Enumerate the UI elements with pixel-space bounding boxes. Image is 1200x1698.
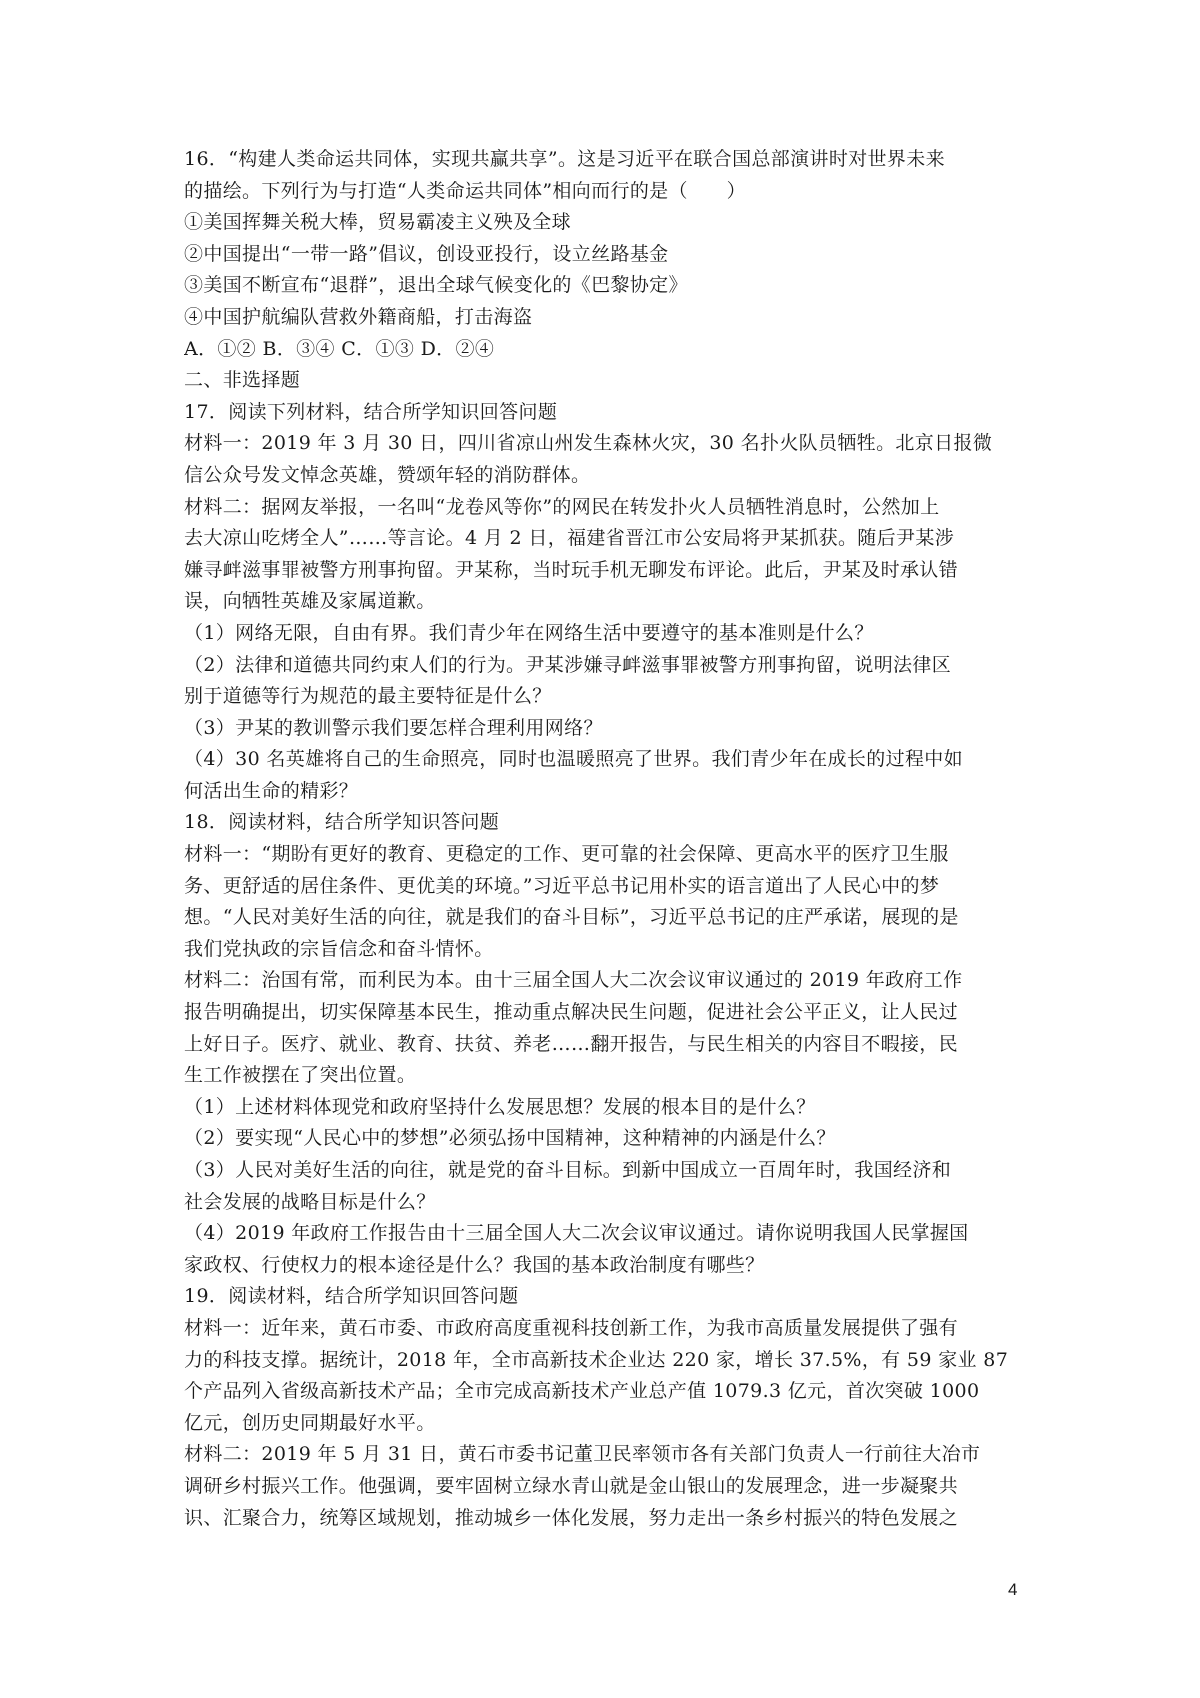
text-line: 家政权、行使权力的根本途径是什么？我国的基本政治制度有哪些？ <box>184 1253 765 1276</box>
text-line: 识、汇聚合力，统筹区域规划，推动城乡一体化发展，努力走出一条乡村振兴的特色发展之 <box>184 1506 959 1529</box>
text-line: 我们党执政的宗旨信念和奋斗情怀。 <box>184 937 494 960</box>
page-body <box>184 144 1030 1534</box>
text-line: （1）网络无限，自由有界。我们青少年在网络生活中要遵守的基本准则是什么？ <box>184 621 874 644</box>
text-line: 二、非选择题 <box>184 369 301 392</box>
text-line: 亿元，创历史同期最好水平。 <box>184 1411 436 1434</box>
text-line: 嫌寻衅滋事罪被警方刑事拘留。尹某称，当时玩手机无聊发布评论。此后，尹某及时承认错 <box>184 558 959 581</box>
text-line: 的描绘。下列行为与打造“人类命运共同体”相向而行的是（ ） <box>184 179 746 202</box>
text-line: （4）30 名英雄将自己的生命照亮，同时也温暖照亮了世界。我们青少年在成长的过程中如 <box>184 748 964 771</box>
text-line: 力的科技支撑。据统计，2018 年，全市高新技术企业达 220 家，增长 37.5%，有 59 家业 87 <box>184 1348 1009 1371</box>
text-line: ①美国挥舞关税大棒，贸易霸凌主义殃及全球 <box>184 211 572 234</box>
text-line: ②中国提出“一带一路”倡议，创设亚投行，设立丝路基金 <box>184 242 669 265</box>
text-line: 材料二：据网友举报，一名叫“龙卷风等你”的网民在转发扑火人员牺牲消息时，公然加上 <box>184 495 940 518</box>
text-line: ③美国不断宣布“退群”，退出全球气候变化的《巴黎协定》 <box>184 274 688 297</box>
text-line: （3）尹某的教训警示我们要怎样合理利用网络？ <box>184 716 603 739</box>
text-line: 个产品列入省级高新技术产品；全市完成高新技术产业总产值 1079.3 亿元，首次突破 1000 <box>184 1380 980 1403</box>
text-line: （2）法律和道德共同约束人们的行为。尹某涉嫌寻衅滋事罪被警方刑事拘留，说明法律区 <box>184 653 952 676</box>
text-line: 材料二：治国有常，而利民为本。由十三届全国人大二次会议审议通过的 2019 年政府工作 <box>184 969 963 992</box>
text-line: 生工作被摆在了突出位置。 <box>184 1064 417 1087</box>
text-line: 材料二：2019 年 5 月 31 日，黄石市委书记董卫民率领市各有关部门负责人一行前往大冶市 <box>184 1443 981 1466</box>
page-number: 4 <box>1008 1580 1018 1599</box>
text-line: 社会发展的战略目标是什么？ <box>184 1190 436 1213</box>
text-line: 16．“构建人类命运共同体，实现共赢共享”。这是习近平在联合国总部演讲时对世界未来 <box>184 148 945 170</box>
text-line: 去大凉山吃烤全人”……等言论。4 月 2 日，福建省晋江市公安局将尹某抓获。随后尹某涉 <box>184 527 955 550</box>
text-line: ④中国护航编队营救外籍商船，打击海盗 <box>184 305 533 328</box>
text-line: 信公众号发文悼念英雄，赞颂年轻的消防群体。 <box>184 463 591 486</box>
text-line: 材料一：2019 年 3 月 30 日，四川省凉山州发生森林火灾，30 名扑火队员牺牲。北京日报微 <box>184 432 993 455</box>
text-line: 17．阅读下列材料，结合所学知识回答问题 <box>184 400 558 423</box>
text-line: 19．阅读材料，结合所学知识回答问题 <box>184 1285 519 1308</box>
text-line: 报告明确提出，切实保障基本民生，推动重点解决民生问题，促进社会公平正义，让人民过 <box>184 1001 959 1024</box>
text-line: 材料一：“期盼有更好的教育、更稳定的工作、更可靠的社会保障、更高水平的医疗卫生服 <box>184 843 949 866</box>
text-line: 误，向牺牲英雄及家属道歉。 <box>184 590 436 613</box>
text-line: 别于道德等行为规范的最主要特征是什么？ <box>184 685 552 708</box>
text-line: （2）要实现“人民心中的梦想”必须弘扬中国精神，这种精神的内涵是什么？ <box>184 1127 836 1150</box>
text-line: 想。“人民对美好生活的向往，就是我们的奋斗目标”，习近平总书记的庄严承诺，展现的是 <box>184 906 959 929</box>
text-line: 18．阅读材料，结合所学知识答问题 <box>184 811 500 834</box>
text-line: A．①② B．③④ C．①③ D．②④ <box>184 337 495 360</box>
text-line: 调研乡村振兴工作。他强调，要牢固树立绿水青山就是金山银山的发展理念，进一步凝聚共 <box>184 1474 959 1497</box>
text-line: （3）人民对美好生活的向往，就是党的奋斗目标。到新中国成立一百周年时，我国经济和 <box>184 1159 952 1181</box>
text-line: 何活出生命的精彩？ <box>184 779 359 802</box>
text-line: （4）2019 年政府工作报告由十三届全国人大二次会议审议通过。请你说明我国人民掌握国 <box>184 1222 969 1245</box>
text-line: （1）上述材料体现党和政府坚持什么发展思想？发展的根本目的是什么？ <box>184 1095 816 1118</box>
text-line: 上好日子。医疗、就业、教育、扶贫、养老……翻开报告，与民生相关的内容目不暇接，民 <box>184 1032 959 1055</box>
text-line: 务、更舒适的居住条件、更优美的环境。”习近平总书记用朴实的语言道出了人民心中的梦 <box>184 874 940 897</box>
text-line: 材料一：近年来，黄石市委、市政府高度重视科技创新工作，为我市高质量发展提供了强有 <box>184 1316 959 1339</box>
